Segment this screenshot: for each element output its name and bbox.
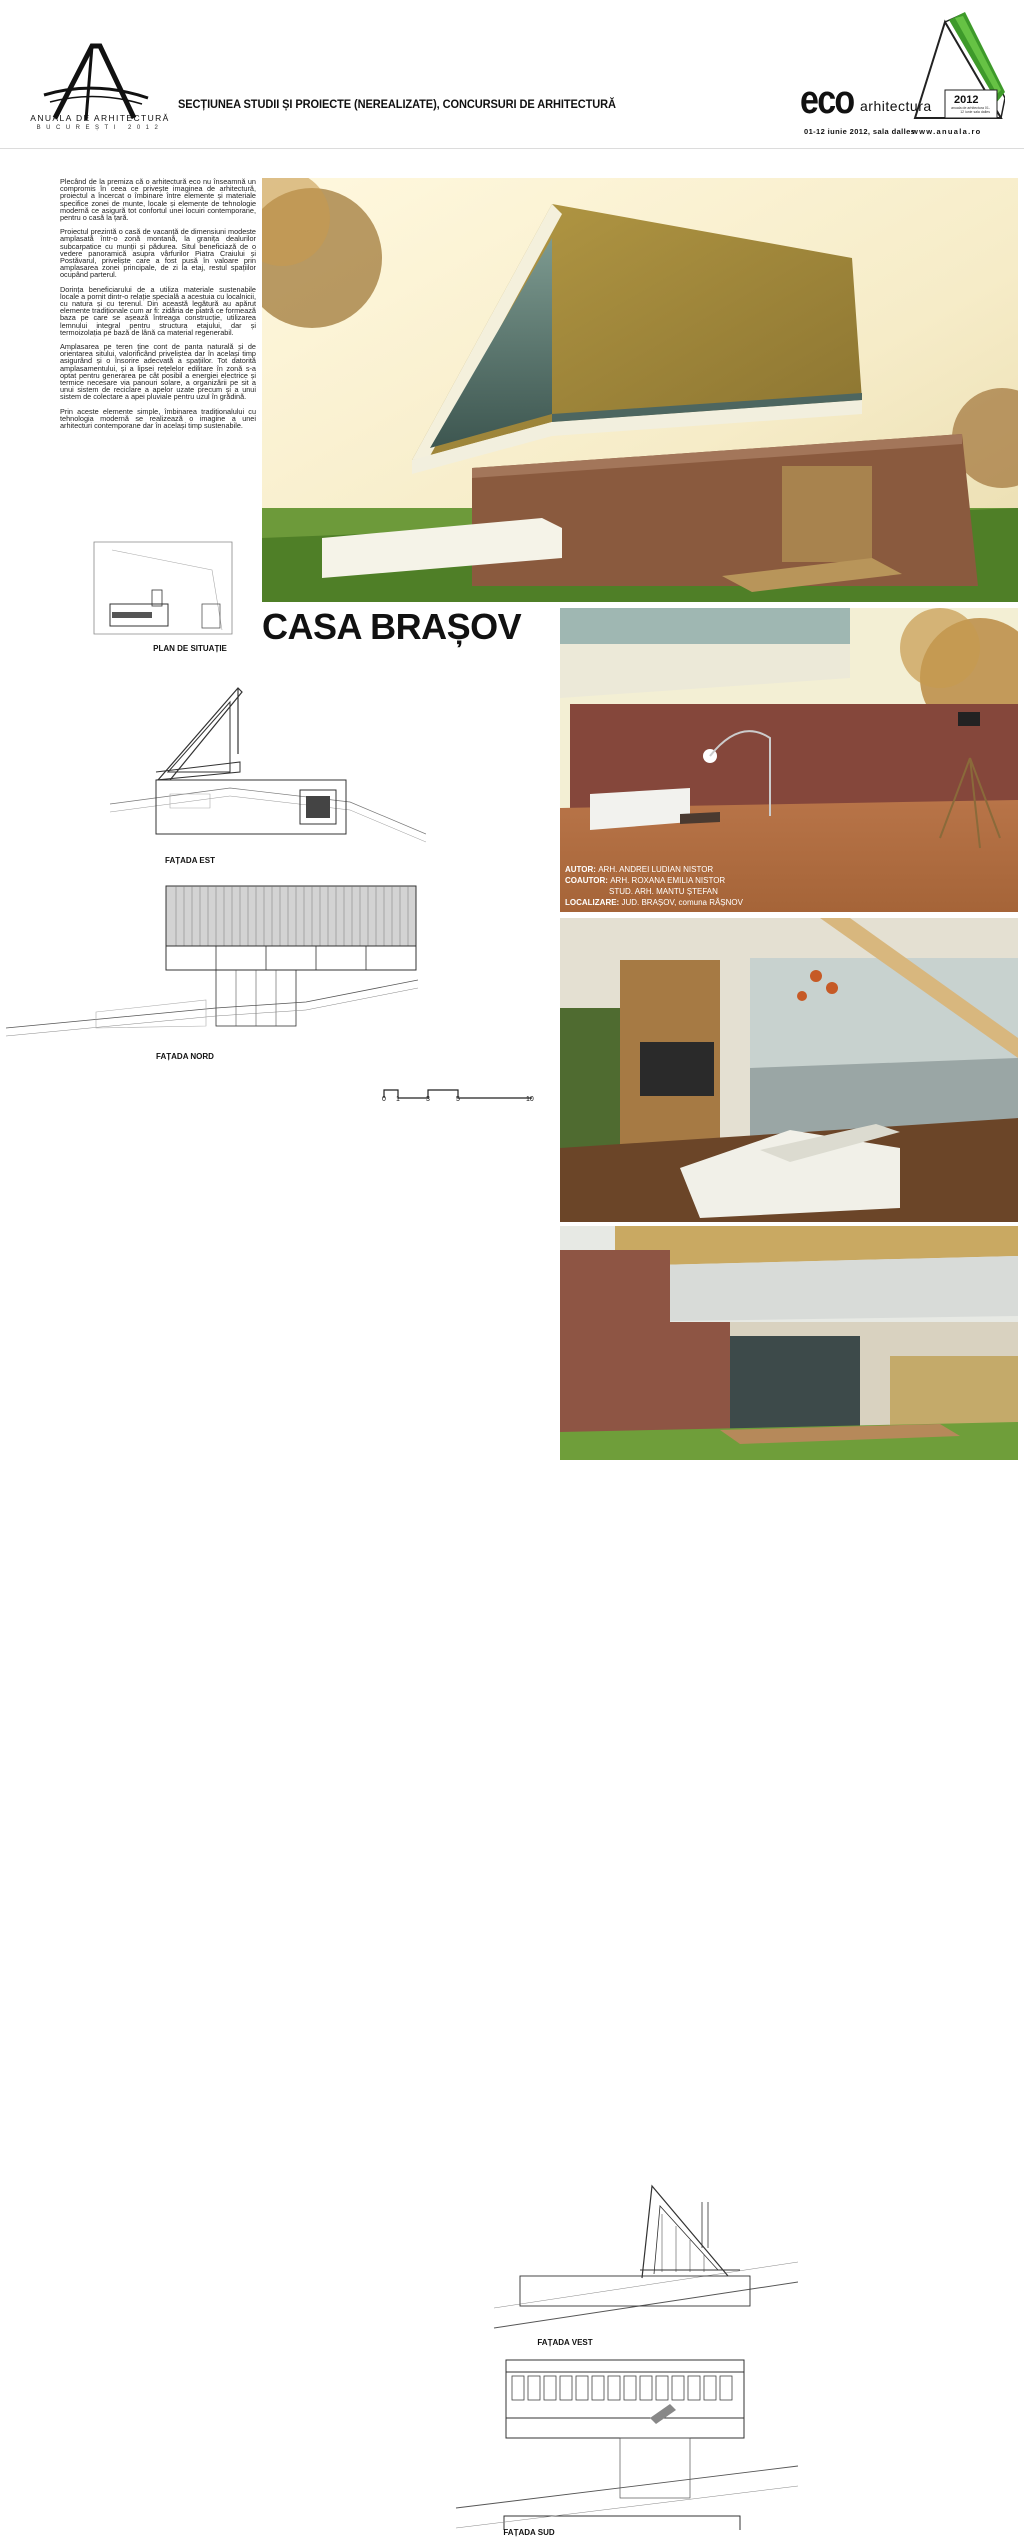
description-paragraph: Plecând de la premiza că o arhitectură eco nu înseamnă un compromis în ceea ce privește imaginea de arhitectură, proiectul a încercat o îmbinare între elemente și materiale specifice zonei de munte, locale și elemente de tehnologie modernă ce asigură tot confortul unei locuiri contemporane, pentru o casă la țară.	[60, 177, 256, 223]
site-plan-drawing	[92, 540, 234, 636]
west-facade-caption: FAȚADA VEST	[537, 2338, 593, 2347]
eco-logo-arch: arhitectura	[860, 98, 932, 114]
north-facade-drawing	[6, 882, 418, 1046]
logo-name: ANUALA DE ARHITECTURĂ	[30, 113, 170, 123]
east-facade-drawing	[110, 684, 426, 852]
author-value: ARH. ANDREI LUDIAN NISTOR	[598, 865, 714, 874]
eco-logo-word: eco	[800, 78, 854, 122]
location-value: JUD. BRAȘOV, comuna RÂȘNOV	[621, 898, 743, 907]
site-plan-caption: PLAN DE SITUAȚIE	[153, 644, 227, 653]
description-paragraph: Proiectul prezintă o casă de vacanță de dimensiuni modeste amplasată într-o zonă montană, la granița dealurilor subcarpatice cu munții și pădurea. Situl beneficiază de o vedere panoramică asupra vârfurilor Piatra Craiului și Postăvarul, priveliște care a fost pusă în valoare prin amplasarea zonei principale, de zi la etaj, restul spațiilor ocupând parterul.	[60, 227, 256, 280]
project-title: CASA BRAȘOV	[262, 606, 522, 647]
scale-label: 0	[382, 1096, 386, 1103]
main-exterior-render	[262, 178, 1018, 602]
interior-render	[560, 918, 1018, 1222]
south-facade-building	[500, 2358, 750, 2528]
north-facade-caption: FAȚADA NORD	[156, 1052, 214, 1061]
logo-city: BUCUREȘTI 2012	[36, 125, 164, 131]
eco-badge-year: 2012	[954, 94, 979, 106]
scale-label: 3	[426, 1096, 430, 1103]
scale-label: 1	[396, 1096, 400, 1103]
scale-label: 10	[526, 1096, 534, 1103]
description-paragraph: Amplasarea pe teren ține cont de panta naturală și de orientarea sitului, valorificând priveliștea dar în același timp asigurând și o însorire adecvată a spațiilor. Tot datorită amplasamentului, și a lipsei rețelelor edilitare în zonă s-a optat pentru generarea pe cât posibil a energiei electrice și termice necesare via panouri solare, a organizării pe sit a unui sistem de reciclare a apelor uzate precum și a unui sistem de colectare a apei pluviale pentru uzul în grădină.	[60, 342, 256, 402]
scale-labels	[380, 1096, 593, 2537]
description-paragraph: Prin aceste elemente simple, îmbinarea tradiționalului cu tehnologia modernă se realizează o imagine a unei arhitecturi contemporane dar în același timp sustenabile.	[60, 406, 256, 431]
south-facade-caption: FAȚADA SUD	[503, 2528, 555, 2537]
event-dates: 01-12 iunie 2012, sala dalles	[804, 127, 916, 136]
event-url: www.anuala.ro	[912, 127, 982, 136]
coauthor-value: ARH. ROXANA EMILIA NISTOR	[610, 876, 726, 885]
eco-badge-text: anuala de arhitectura 01-12 iunie sala dalles	[951, 106, 990, 114]
section-title: SECȚIUNEA STUDII ȘI PROIECTE (NEREALIZATE), CONCURSURI DE ARHITECTURĂ	[178, 97, 616, 111]
credits-block	[565, 864, 965, 908]
coauthor-label: COAUTOR:	[565, 876, 608, 885]
south-render	[560, 1226, 1018, 1460]
student-value: STUD. ARH. MANTU ȘTEFAN	[609, 887, 718, 896]
author-label: AUTOR:	[565, 865, 596, 874]
west-facade-drawing	[490, 2178, 798, 2338]
header-divider	[0, 148, 1024, 149]
project-description	[60, 178, 256, 436]
description-paragraph: Dorința beneficiarului de a utiliza materiale sustenabile locale a pornit dintr-o relație specială a acestuia cu localnicii, cu natura și cu terenul. Din această legătură au apărut elemente tradiționale cum ar fi: zidăria de piatră ce formează baza pe care se așează întreaga construcție, utilizarea lemnului integral pentru structura etajului, dar și termoizolația pe bază de lână ca material regenerabil.	[60, 284, 256, 337]
location-label: LOCALIZARE:	[565, 898, 620, 907]
scale-label: 5	[456, 1096, 460, 1103]
east-facade-caption: FAȚADA EST	[165, 856, 215, 865]
